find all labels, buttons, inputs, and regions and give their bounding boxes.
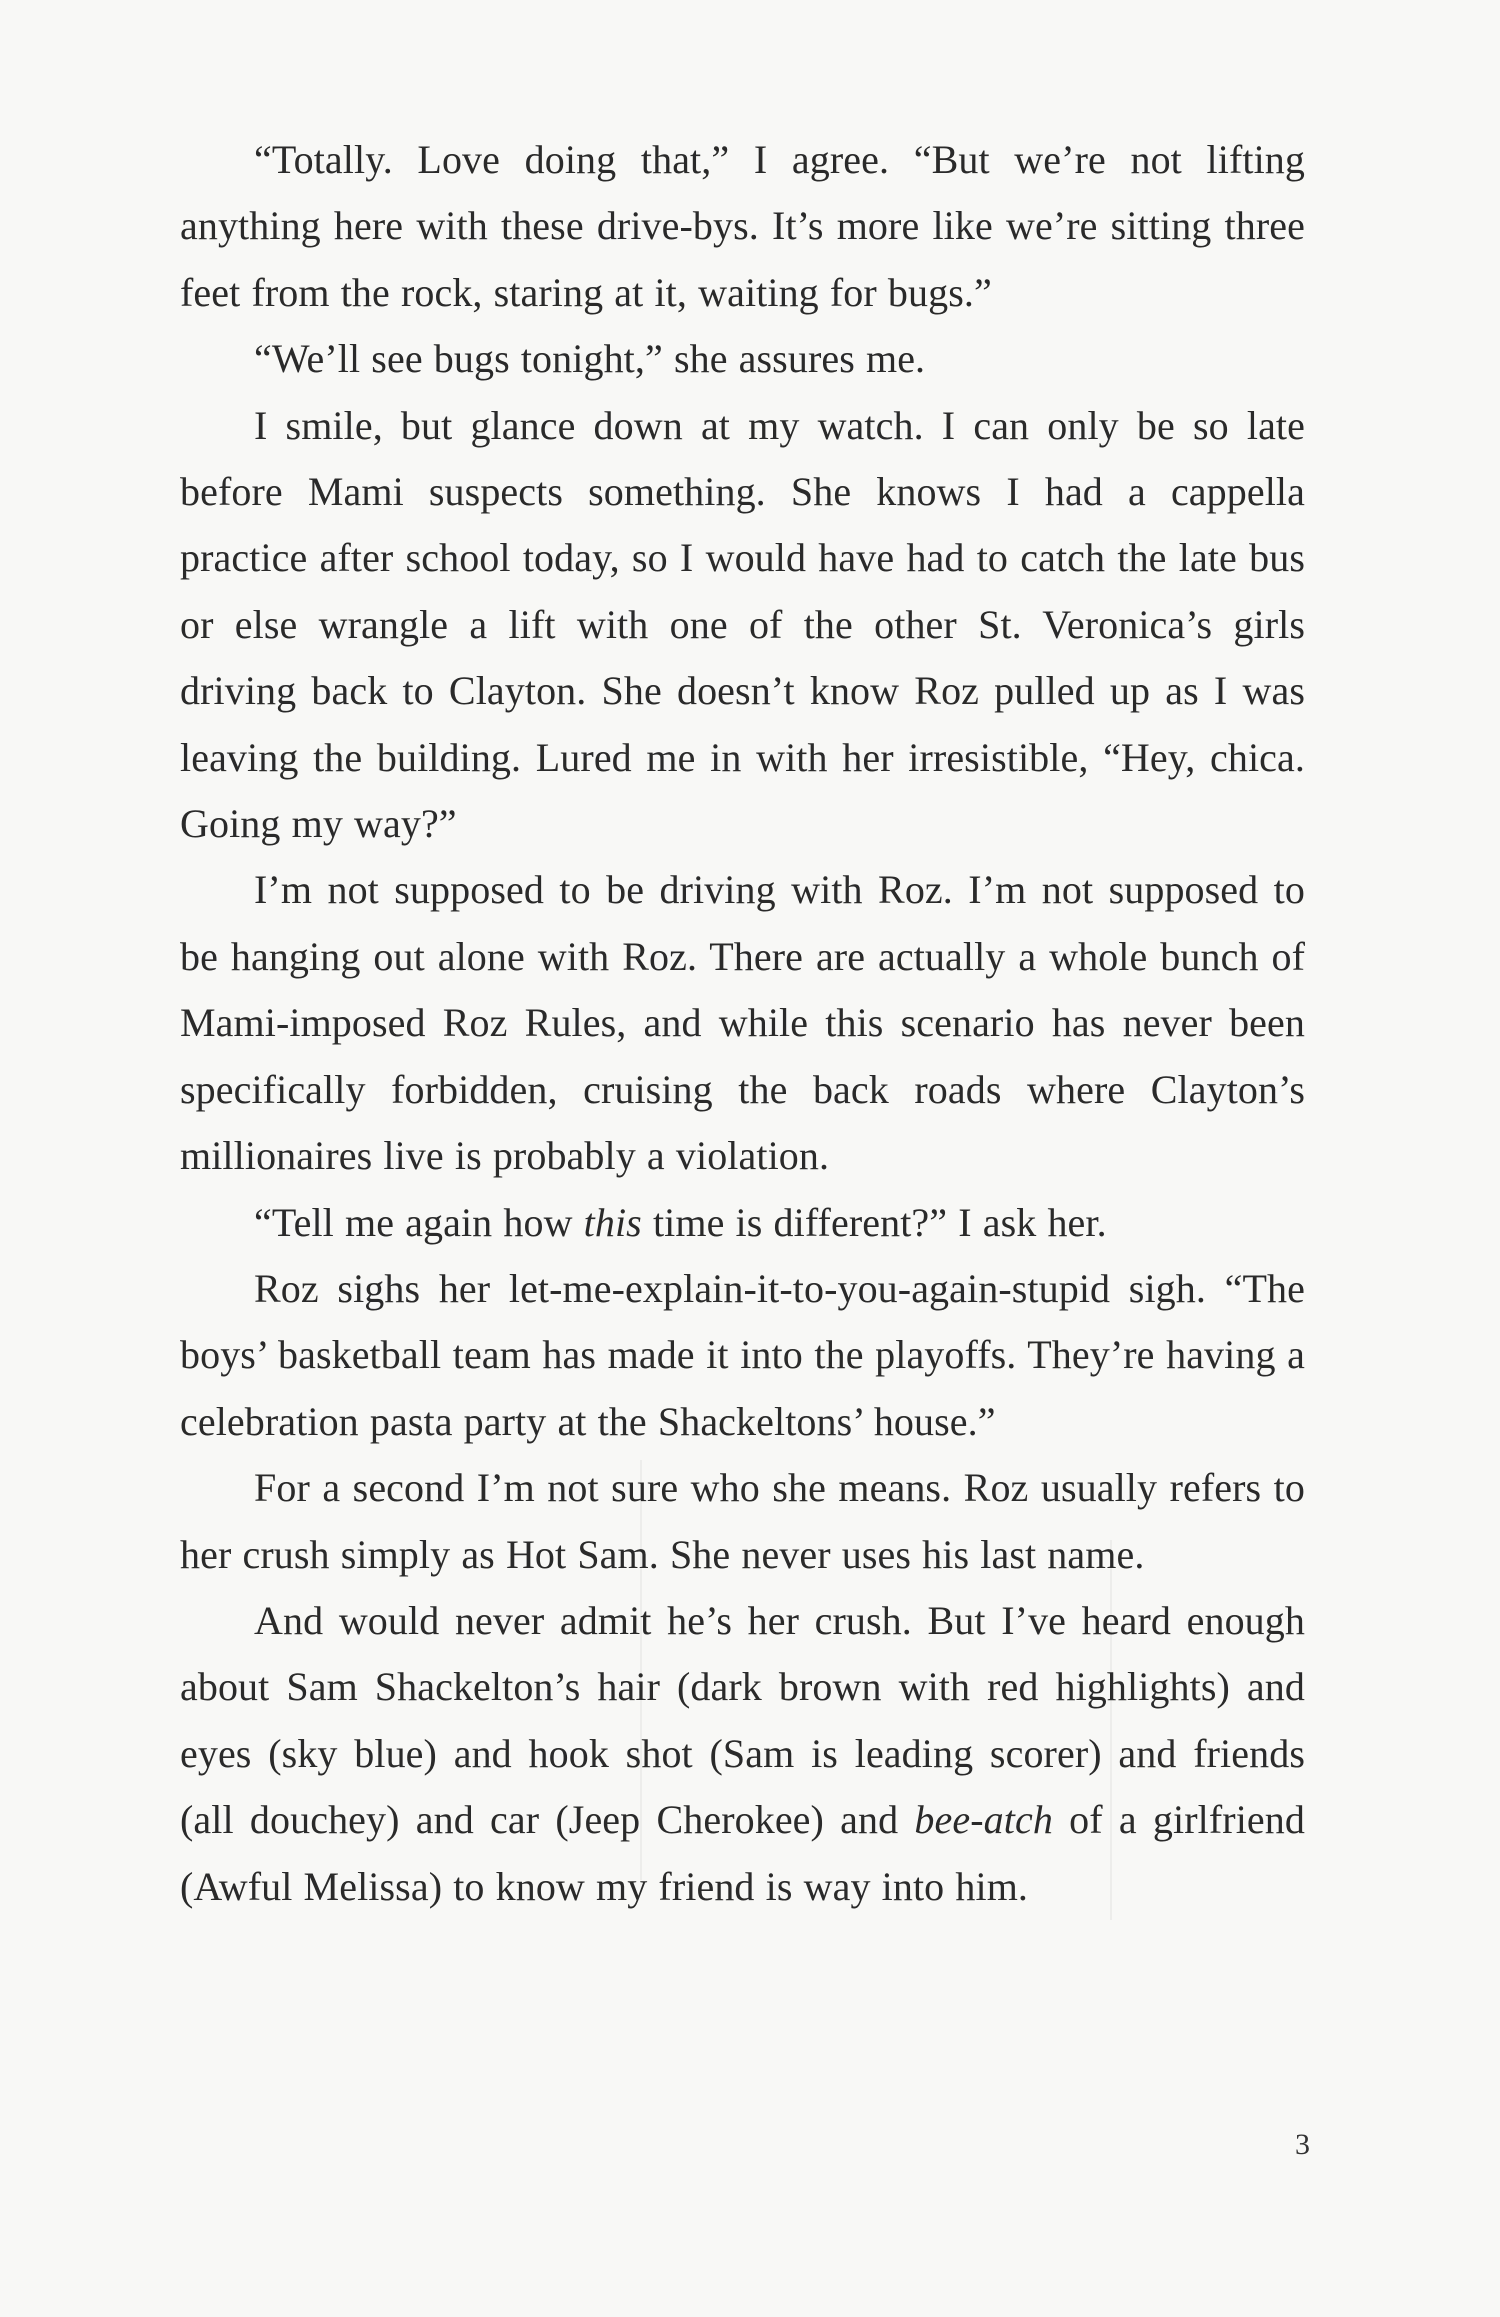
text-segment: I’m not supposed to be driving with Roz. I’m not supposed to be hanging out alone with Roz. There are actually a whole bunch of Mami-imposed Roz Rules, and while this scenario has never been specifically forbidden, cruising the back roads where Clayton’s millionaires live is probably a violation. — [180, 867, 1305, 1179]
italic-text: this — [583, 1199, 642, 1245]
paragraph — [180, 326, 1305, 392]
text-segment: “Tell me again how — [254, 1199, 584, 1245]
italic-text: bee-atch — [914, 1797, 1053, 1843]
text-segment: I smile, but glance down at my watch. I can only be so late before Mami suspects something. She knows I had a cappella practice after school today, so I would have had to catch the late bus or else wrangle a lift with one of the other St. Veronica’s girls driving back to Clayton. She doesn’t know Roz pulled up as I was leaving the building. Lured me in with her irresistible, “Hey, chica. Going my way?” — [180, 402, 1305, 847]
text-segment: time is different?” I ask her. — [641, 1199, 1107, 1245]
body-text — [180, 127, 1305, 1920]
text-segment: “We’ll see bugs tonight,” she assures me. — [254, 336, 926, 382]
text-segment: Roz sighs her let-me-explain-it-to-you-again-stupid sigh. “The boys’ basketball team has made it into the playoffs. They’re having a celebration pasta party at the Shackeltons’ house.” — [180, 1265, 1305, 1444]
paragraph — [180, 857, 1305, 1189]
page-number: 3 — [1295, 2128, 1310, 2161]
paragraph — [180, 1190, 1305, 1256]
text-segment: “Totally. Love doing that,” I agree. “But we’re not lifting anything here with these drive-bys. It’s more like we’re sitting three feet from the rock, staring at it, waiting for bugs.” — [180, 137, 1305, 315]
paragraph — [180, 1455, 1305, 1588]
text-segment: of a girlfriend (Awful Melissa) to know my friend is way into him. — [180, 1797, 1305, 1909]
text-segment: And would never admit he’s her crush. But I’ve heard enough about Sam Shackelton’s hair (dark brown with red highlights) and eyes (sky blue) and hook shot (Sam is leading scorer) and friends (all douchey) and car (Jeep Cherokee) and — [180, 1597, 1305, 1843]
paragraph — [180, 1256, 1305, 1455]
paragraph — [180, 127, 1305, 326]
paragraph — [180, 1588, 1305, 1920]
paragraph — [180, 393, 1305, 858]
text-segment: For a second I’m not sure who she means. Roz usually refers to her crush simply as Hot Sam. She never uses his last name. — [180, 1465, 1305, 1577]
